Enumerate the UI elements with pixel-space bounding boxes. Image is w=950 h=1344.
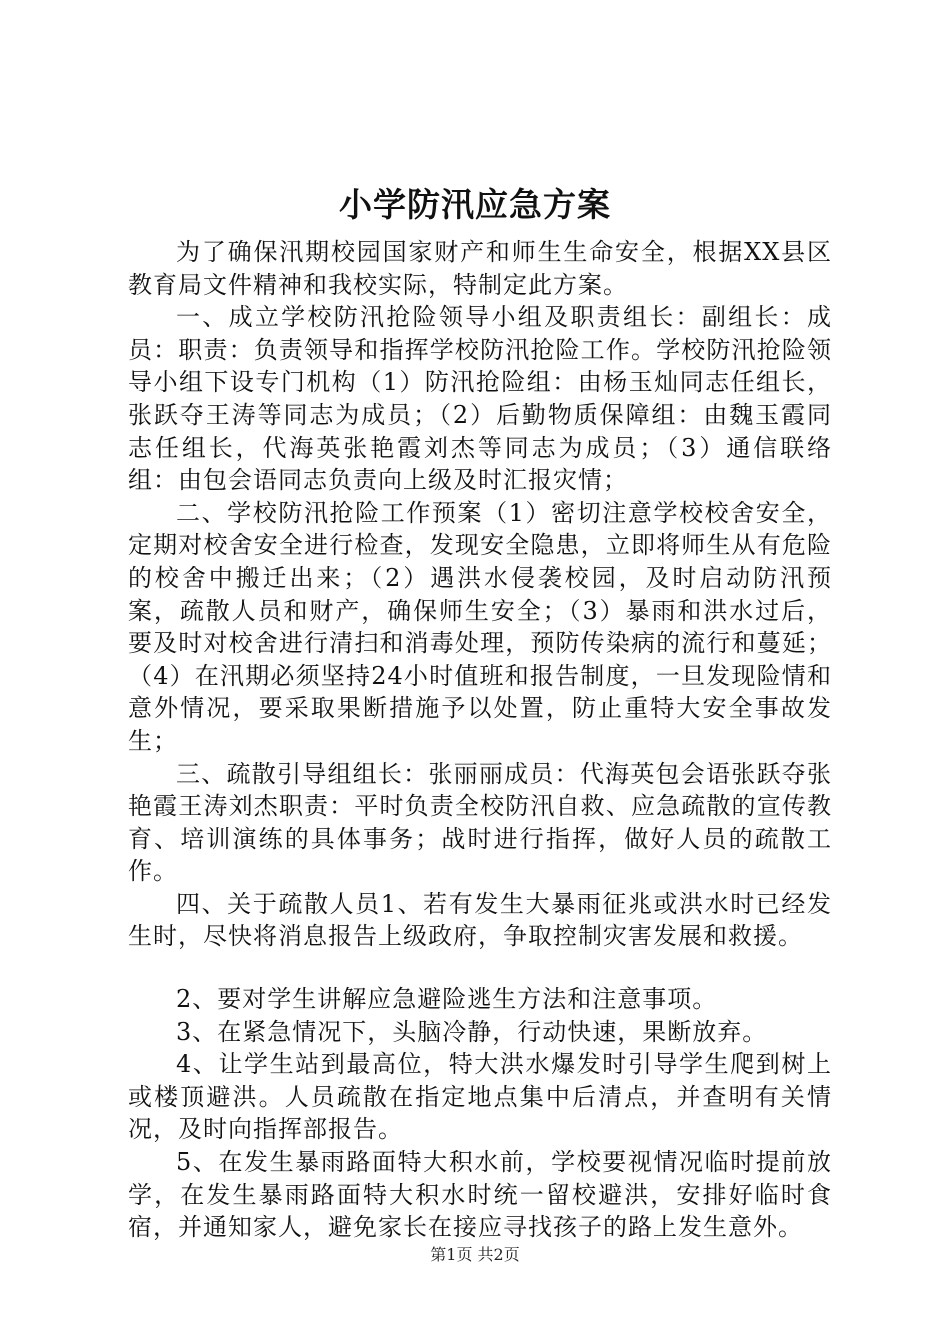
- paragraph-item-4: 4、让学生站到最高位，特大洪水爆发时引导学生爬到树上或楼顶避洪。人员疏散在指定地点集中后清点，并查明有关情况，及时向指挥部报告。: [128, 1050, 832, 1144]
- paragraph-section-2: 二、学校防汛抢险工作预案（1）密切注意学校校舍安全，定期对校舍安全进行检查，发现安全隐患，立即将师生从有危险的校舍中搬迁出来；（2）遇洪水侵袭校园，及时启动防汛预案，疏散人员和财产，确保师生安全；（3）暴雨和洪水过后，要及时对校舍进行清扫和消毒处理，预防传染病的流行和蔓延；（4）在汛期必须坚持24小时值班和报告制度，一旦发现险情和意外情况，要采取果断措施予以处置，防止重特大安全事故发生；: [128, 498, 832, 755]
- paragraph-intro: 为了确保汛期校园国家财产和师生生命安全，根据XX县区教育局文件精神和我校实际，特制定此方案。: [128, 238, 832, 299]
- paragraph-section-3: 三、疏散引导组组长：张丽丽成员：代海英包会语张跃夺张艳霞王涛刘杰职责：平时负责全校防汛自救、应急疏散的宣传教育、培训演练的具体事务；战时进行指挥，做好人员的疏散工作。: [128, 759, 832, 886]
- paragraph-item-5: 5、在发生暴雨路面特大积水前，学校要视情况临时提前放学，在发生暴雨路面特大积水时统一留校避洪，安排好临时食宿，并通知家人，避免家长在接应寻找孩子的路上发生意外。: [128, 1148, 832, 1242]
- page-footer: 第1页 共2页: [430, 1245, 520, 1264]
- paragraph-section-1: 一、成立学校防汛抢险领导小组及职责组长：副组长：成员：职责：负责领导和指挥学校防汛抢险工作。学校防汛抢险领导小组下设专门机构（1）防汛抢险组：由杨玉灿同志任组长，张跃夺王涛等同志为成员；（2）后勤物质保障组：由魏玉霞同志任组长，代海英张艳霞刘杰等同志为成员；（3）通信联络组：由包会语同志负责向上级及时汇报灾情；: [128, 303, 832, 495]
- document-body: [128, 236, 832, 1244]
- paragraph-item-3: 3、在紧急情况下，头脑冷静，行动快速，果断放弃。: [176, 1017, 768, 1046]
- paragraph-item-2: 2、要对学生讲解应急避险逃生方法和注意事项。: [176, 985, 718, 1014]
- paragraph-section-4: 四、关于疏散人员1、若有发生大暴雨征兆或洪水时已经发生时，尽快将消息报告上级政府，争取控制灾害发展和救援。: [128, 889, 832, 951]
- document-title: 小学防汛应急方案: [339, 185, 611, 224]
